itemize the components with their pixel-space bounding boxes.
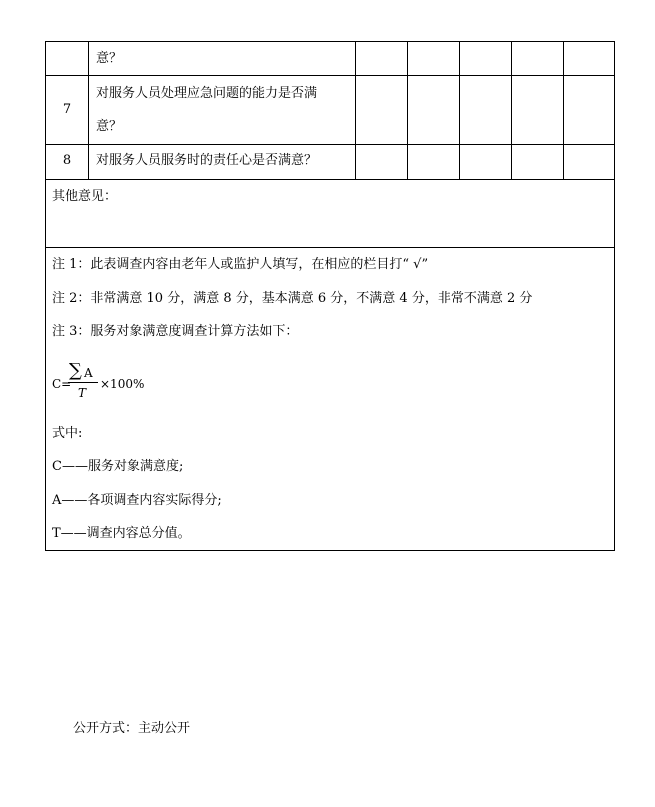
- note-3: 注 3：服务对象满意度调查计算方法如下：: [52, 324, 299, 339]
- disclosure-method: 公开方式：主动公开: [73, 721, 191, 736]
- formula-denominator: T: [78, 386, 87, 400]
- fraction-bar: [68, 382, 98, 383]
- note-1: 注 1：此表调查内容由老年人或监护人填写，在相应的栏目打“ √”: [52, 257, 429, 272]
- definition-item: A——各项调查内容实际得分;: [52, 493, 222, 508]
- definition-item: T——调查内容总分值。: [52, 526, 191, 541]
- satisfaction-formula: [52, 360, 162, 404]
- col-divider-rating-4: [563, 42, 564, 179]
- formula-sum-symbol: ∑: [69, 360, 82, 381]
- formula-lhs: C=: [52, 377, 72, 391]
- other-opinions-label: 其他意见：: [52, 189, 118, 204]
- definition-item: C——服务对象满意度;: [52, 459, 184, 474]
- satisfaction-survey-table: [45, 41, 615, 551]
- table-row-content: 意？: [96, 51, 123, 66]
- row-divider: [46, 179, 614, 180]
- table-row-number: 7: [62, 102, 72, 117]
- row-divider: [46, 144, 614, 145]
- col-divider-number: [88, 42, 89, 179]
- table-row-number: 8: [62, 153, 72, 168]
- table-row-content: 对服务人员服务时的责任心是否满意？: [96, 153, 318, 168]
- table-row-content: 意？: [96, 119, 123, 134]
- row-divider: [46, 247, 614, 248]
- col-divider-rating-2: [459, 42, 460, 179]
- note-2: 注 2：非常满意 10 分，满意 8 分，基本满意 6 分，不满意 4 分，非常不满意 2 分: [52, 291, 533, 306]
- formula-numerator: A: [84, 366, 93, 380]
- where-label: 式中:: [52, 426, 83, 441]
- formula-multiplier: ×100%: [100, 377, 145, 391]
- table-row-content: 对服务人员处理应急问题的能力是否满: [96, 86, 318, 101]
- col-divider-rating-1: [407, 42, 408, 179]
- col-divider-content: [355, 42, 356, 179]
- row-divider: [46, 75, 614, 76]
- col-divider-rating-3: [511, 42, 512, 179]
